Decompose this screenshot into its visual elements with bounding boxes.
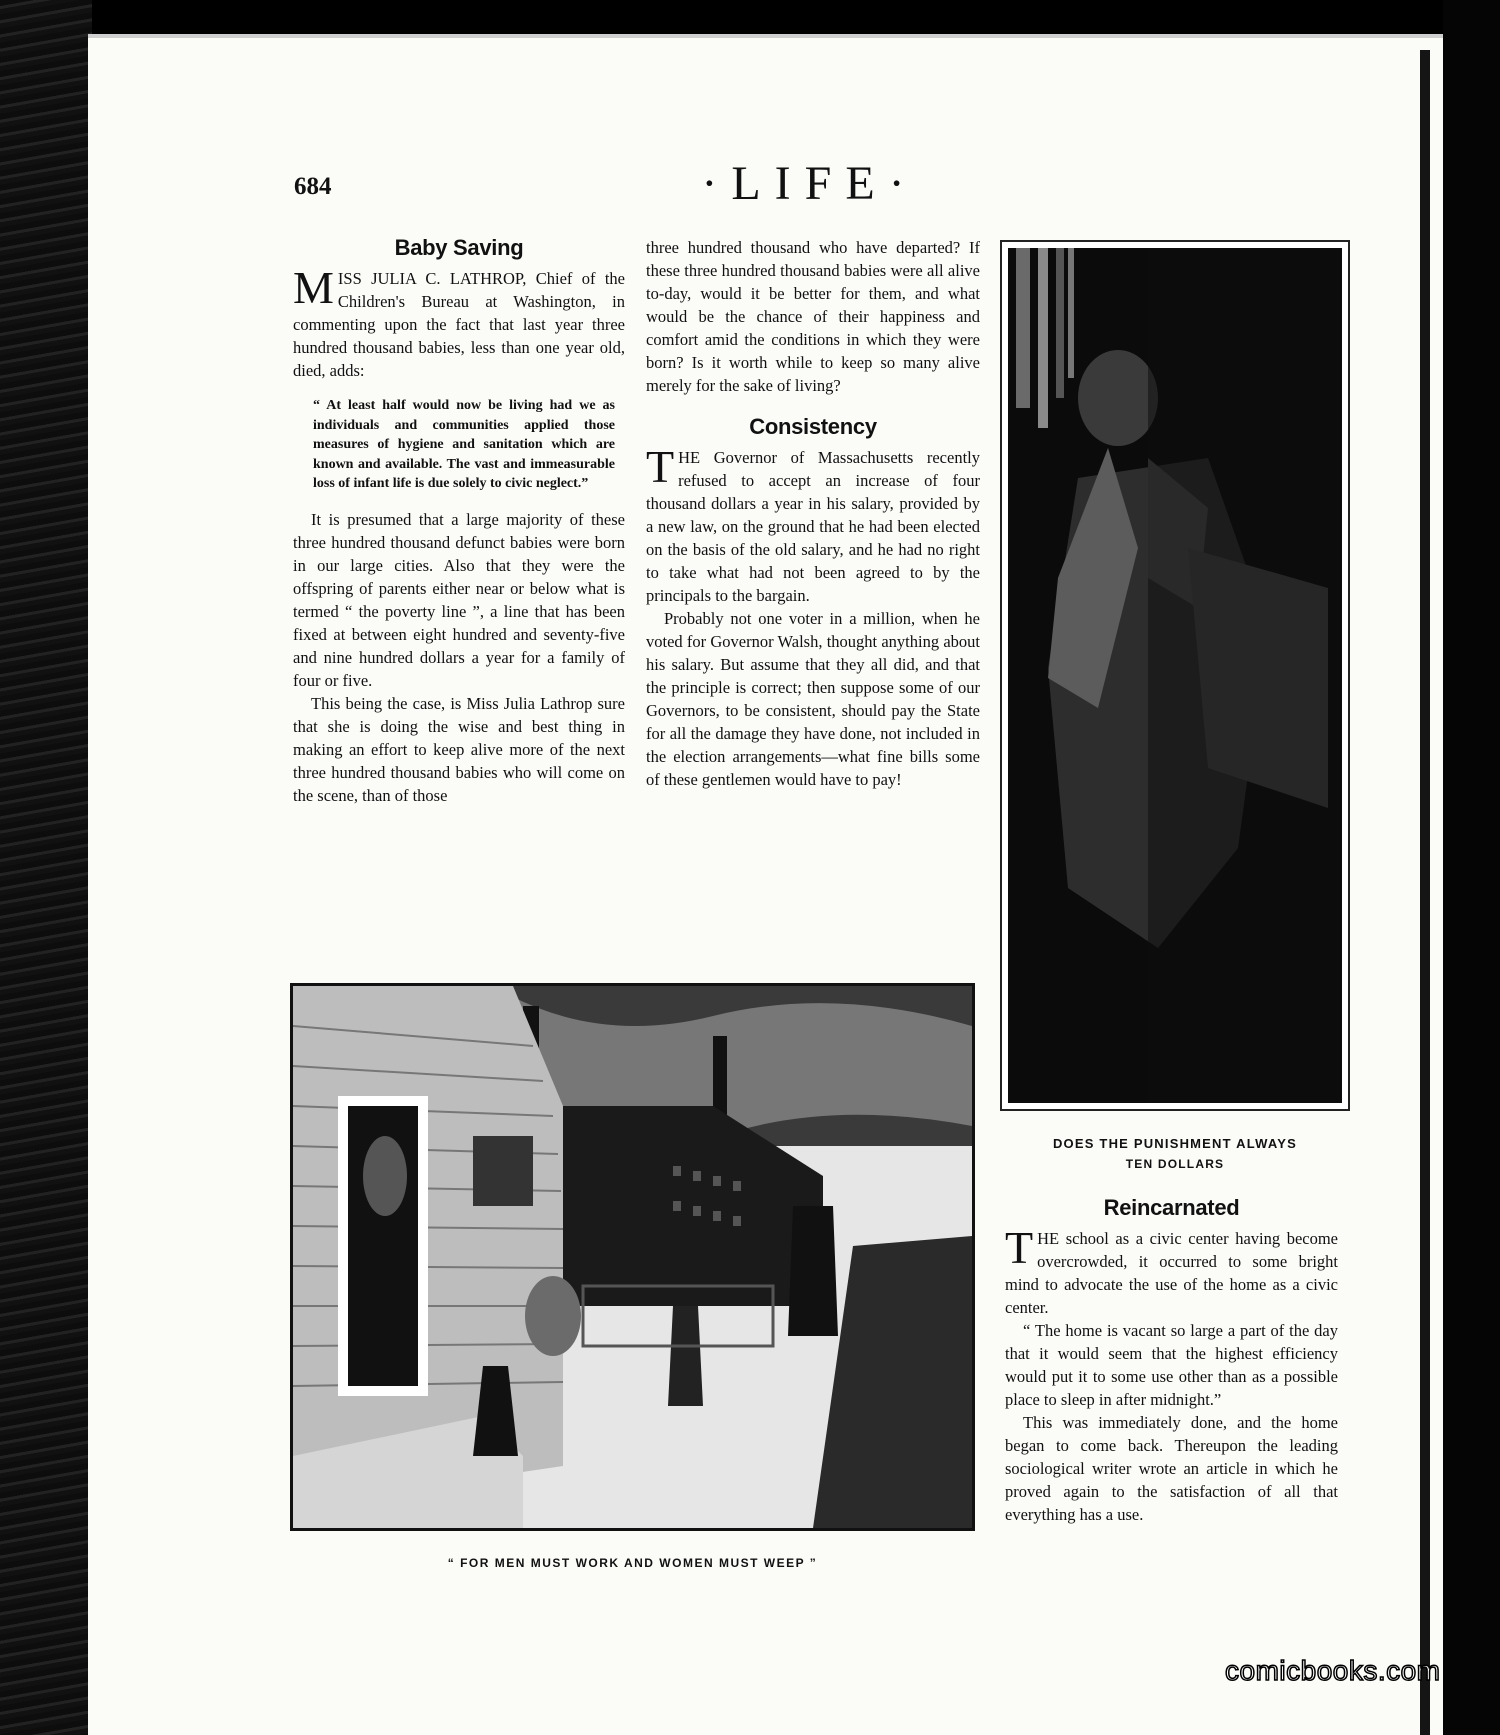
page-number: 684 [294,173,332,200]
column-3 [1005,1196,1338,1526]
caption-line-1: DOES THE PUNISHMENT ALWAYS [1052,1136,1298,1151]
caption-line-2: TEN DOLLARS [1125,1157,1225,1171]
article-title-baby-saving: Baby Saving [394,235,524,260]
body-paragraph: “ The home is vacant so large a part of the day that it would seem that the highest efficiency would put it to some use other than as a possible place to sleep in after midnight.” [1005,1321,1338,1409]
body-paragraph: It is presumed that a large majority of these three hundred thousand defunct babies were born in our large cities. Also that they were the offspring of parents either near or below what is termed “ the poverty line ”, a line that has been fixed at between eight hundred and seventy-five and nine hundred dollars a year for a family of four or five. [293,509,625,690]
page-spine [1420,50,1430,1735]
illustration-drawing [1008,248,1342,1103]
column-1 [293,236,625,807]
illustration-dark-figure [1008,248,1342,1103]
lead-text: ISS JULIA C. LATHROP, Chief of the Children's Bureau at Washington, in commenting upon the fact that last year three hundred thousand babies, less than one year old, died, adds: [293,269,625,380]
body-paragraph: Probably not one voter in a million, when he voted for Governor Walsh, thought anything about his salary. But assume that they all did, and that the principle is correct; then suppose some of our Governors, to be consistent, should pay the State for all the damage they have done, not included in the election arrangements—what fine bills some of these gentlemen would have to pay! [646,609,980,789]
lead-text: HE school as a civic center having become overcrowded, it occurred to some bright mind to advocate the use of the home as a civic center. [1005,1229,1338,1317]
column-2 [646,236,980,791]
masthead-title: ·LIFE· [701,157,919,210]
caption-tall-figure [1000,1134,1350,1174]
scan-border-top [0,0,1500,34]
drop-cap: T [1005,1222,1034,1273]
article-title-reincarnated: Reincarnated [1103,1195,1240,1220]
block-quote: “ At least half would now be living had we as individuals and communities applied those measures of hygiene and sanitation which are known and available. The vast and immeasurable loss of infant life is due solely to civic neglect.” [313,398,615,491]
body-paragraph: This being the case, is Miss Julia Lathrop sure that she is doing the wise and best thing in making an effort to keep alive more of the next three hundred thousand babies who will come on the scene, than of those [293,693,625,805]
article-lead-paragraph [646,441,980,607]
scan-border-left [0,0,92,1735]
site-watermark: comicbooks.com [1225,1655,1441,1686]
illustration-drawing [293,986,972,1528]
body-paragraph: This was immediately done, and the home began to come back. Thereupon the leading sociological writer wrote an article in which he proved again to the satisfaction of all that everything has a use. [1005,1413,1338,1524]
illustration-tall [1000,240,1350,1111]
drop-cap: T [646,441,675,492]
article-lead-paragraph [293,262,625,382]
drop-cap: M [293,262,334,313]
continued-paragraph: three hundred thousand who have departed? If these three hundred thousand babies were all alive to-day, would it be better for them, and what would be the chance of their happiness and comfort amid the conditions in which they were born? Is it worth while to keep so many alive merely for the sake of living? [646,238,980,395]
lead-text: HE Governor of Massachusetts recently refused to accept an increase of four thousand dollars a year in his salary, provided by a new law, on the ground that he had been elected on the basis of the old salary, and he had no right to take what had not been agreed to by the principals to the bargain. [646,448,980,605]
article-title-consistency: Consistency [749,414,877,439]
illustration-wide [290,983,975,1531]
article-lead-paragraph [1005,1222,1338,1319]
caption-wide-figure: “ FOR MEN MUST WORK AND WOMEN MUST WEEP ” [447,1556,818,1570]
scan-border-right [1443,0,1500,1735]
